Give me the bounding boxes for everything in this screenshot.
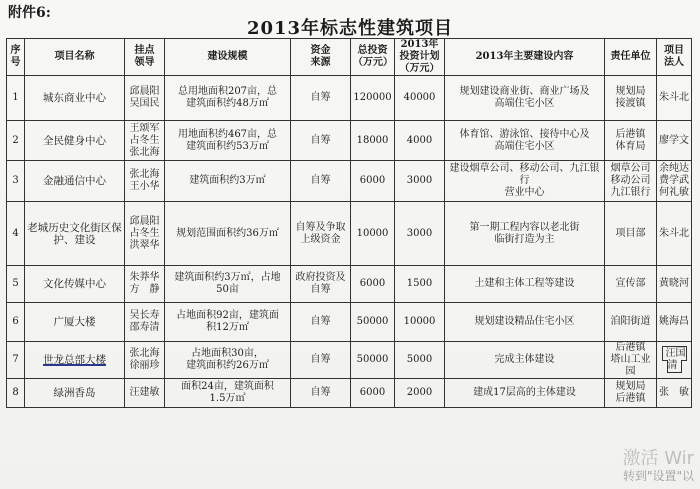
cell-name: 金融通信中心 — [25, 161, 125, 202]
cell-content: 建设烟草公司、移动公司、九江银行 营业中心 — [445, 161, 605, 202]
cell-content: 规划建设精品住宅小区 — [445, 303, 605, 342]
table-row — [7, 121, 692, 161]
cell-fund: 自筹 — [291, 379, 351, 408]
table-row — [7, 266, 692, 303]
cell-total: 6000 — [351, 379, 395, 408]
cell-total: 10000 — [351, 202, 395, 266]
cell-legal: 朱斗北 — [657, 202, 692, 266]
cell-name: 老城历史文化街区保 护、建设 — [25, 202, 125, 266]
cell-no: 6 — [7, 303, 25, 342]
cell-scale: 规划范围面积约36万㎡ — [165, 202, 291, 266]
table-row — [7, 76, 692, 121]
cell-legal: 汪国清 — [663, 347, 686, 372]
cell-scale: 用地面积约467亩，总 建筑面积约53万㎡ — [165, 121, 291, 161]
cell-no: 1 — [7, 76, 25, 121]
cell-name-wrap — [25, 342, 125, 379]
header-name: 项目名称 — [25, 39, 125, 76]
cell-plan: 2000 — [395, 379, 445, 408]
cell-name: 广厦大楼 — [25, 303, 125, 342]
cell-unit: 规划局 后港镇 — [605, 379, 657, 408]
cell-no: 3 — [7, 161, 25, 202]
cell-name: 绿洲香岛 — [25, 379, 125, 408]
cell-legal: 黄晓河 — [657, 266, 692, 303]
cell-fund: 自筹 — [291, 121, 351, 161]
header-no: 序 号 — [7, 39, 25, 76]
cell-leader: 吴长寿 邵寿清 — [125, 303, 165, 342]
cell-leader: 汪建敏 — [125, 379, 165, 408]
header-total: 总投资 （万元） — [351, 39, 395, 76]
cell-legal: 余纯达 费学武 何礼敏 — [657, 161, 692, 202]
header-legal: 项目 法人 — [657, 39, 692, 76]
cell-content: 完成主体建设 — [445, 342, 605, 379]
attachment-label: 附件6: — [8, 5, 51, 21]
cell-content: 建成17层高的主体建设 — [445, 379, 605, 408]
cell-leader: 张北海 王小华 — [125, 161, 165, 202]
cell-content: 规划建设商业街、商业广场及 高端住宅小区 — [445, 76, 605, 121]
cell-unit: 后港镇 塔山工业园 — [605, 342, 657, 379]
table-row — [7, 161, 692, 202]
cell-legal-wrap — [657, 342, 692, 379]
cell-unit: 规划局 接渡镇 — [605, 76, 657, 121]
cell-plan: 3000 — [395, 161, 445, 202]
cell-content: 体育馆、游泳馆、接待中心及 高端住宅小区 — [445, 121, 605, 161]
table-header-row — [7, 39, 692, 76]
cell-name: 全民健身中心 — [25, 121, 125, 161]
header-leader: 挂点 领导 — [125, 39, 165, 76]
table-row — [7, 342, 692, 379]
header-unit: 责任单位 — [605, 39, 657, 76]
cell-fund: 政府投资及 自筹 — [291, 266, 351, 303]
cell-unit: 烟草公司 移动公司 九江银行 — [605, 161, 657, 202]
cell-scale: 总用地面积207亩，总 建筑面积约48万㎡ — [165, 76, 291, 121]
header-scale: 建设规模 — [165, 39, 291, 76]
cell-leader: 邱晨阳 吴国民 — [125, 76, 165, 121]
cell-content: 第一期工程内容以老北街 临街打造为主 — [445, 202, 605, 266]
cell-plan: 40000 — [395, 76, 445, 121]
cell-scale: 占地面积30亩， 建筑面积约26万㎡ — [165, 342, 291, 379]
activation-watermark-hint: 转到"设置"以 — [622, 469, 694, 483]
cell-fund: 自筹 — [291, 303, 351, 342]
cell-unit: 项目部 — [605, 202, 657, 266]
cell-no: 5 — [7, 266, 25, 303]
cell-leader: 邱晨阳 占冬生 洪翠华 — [125, 202, 165, 266]
cell-no: 7 — [7, 342, 25, 379]
cell-total: 18000 — [351, 121, 395, 161]
cell-unit: 后港镇 体育局 — [605, 121, 657, 161]
cell-fund: 自筹 — [291, 76, 351, 121]
header-plan: 2013年 投资计划 （万元） — [395, 39, 445, 76]
cell-legal: 朱斗北 — [657, 76, 692, 121]
cell-fund: 自筹 — [291, 161, 351, 202]
cell-unit: 洎阳街道 — [605, 303, 657, 342]
cell-legal: 张 敏 — [657, 379, 692, 408]
cell-fund: 自筹及争取 上级资金 — [291, 202, 351, 266]
cell-name: 文化传媒中心 — [25, 266, 125, 303]
header-fund: 资金 来源 — [291, 39, 351, 76]
cell-no: 8 — [7, 379, 25, 408]
cell-plan: 5000 — [395, 342, 445, 379]
cell-content: 土建和主体工程等建设 — [445, 266, 605, 303]
cell-scale: 建筑面积约3万㎡，占地 50亩 — [165, 266, 291, 303]
cell-scale: 占地面积92亩，建筑面 积12万㎡ — [165, 303, 291, 342]
page-title: 2013年标志性建筑项目 — [246, 18, 454, 39]
cell-total: 6000 — [351, 266, 395, 303]
cell-fund: 自筹 — [291, 342, 351, 379]
cell-name: 城东商业中心 — [25, 76, 125, 121]
header-content: 2013年主要建设内容 — [445, 39, 605, 76]
cell-no: 4 — [7, 202, 25, 266]
cell-scale: 建筑面积约3万㎡ — [165, 161, 291, 202]
cell-legal: 廖学文 — [657, 121, 692, 161]
projects-table — [6, 38, 692, 408]
cell-leader: 王颂军 占冬生 张北海 — [125, 121, 165, 161]
cell-total: 50000 — [351, 303, 395, 342]
table-row — [7, 202, 692, 266]
cell-total: 50000 — [351, 342, 395, 379]
cell-plan: 3000 — [395, 202, 445, 266]
cell-name: 世龙总部大楼 — [43, 354, 106, 366]
cell-leader: 张北海 徐丽珍 — [125, 342, 165, 379]
cell-total: 6000 — [351, 161, 395, 202]
activation-watermark: 激活 Wir — [622, 448, 694, 469]
cell-legal: 姚海昌 — [657, 303, 692, 342]
table-row — [7, 303, 692, 342]
cell-plan: 1500 — [395, 266, 445, 303]
cell-plan: 4000 — [395, 121, 445, 161]
cell-plan: 10000 — [395, 303, 445, 342]
cell-scale: 面积24亩，建筑面积 1.5万㎡ — [165, 379, 291, 408]
cell-total: 120000 — [351, 76, 395, 121]
cell-leader: 朱莽华 方 静 — [125, 266, 165, 303]
cell-no: 2 — [7, 121, 25, 161]
table-row — [7, 379, 692, 408]
cell-unit: 宣传部 — [605, 266, 657, 303]
